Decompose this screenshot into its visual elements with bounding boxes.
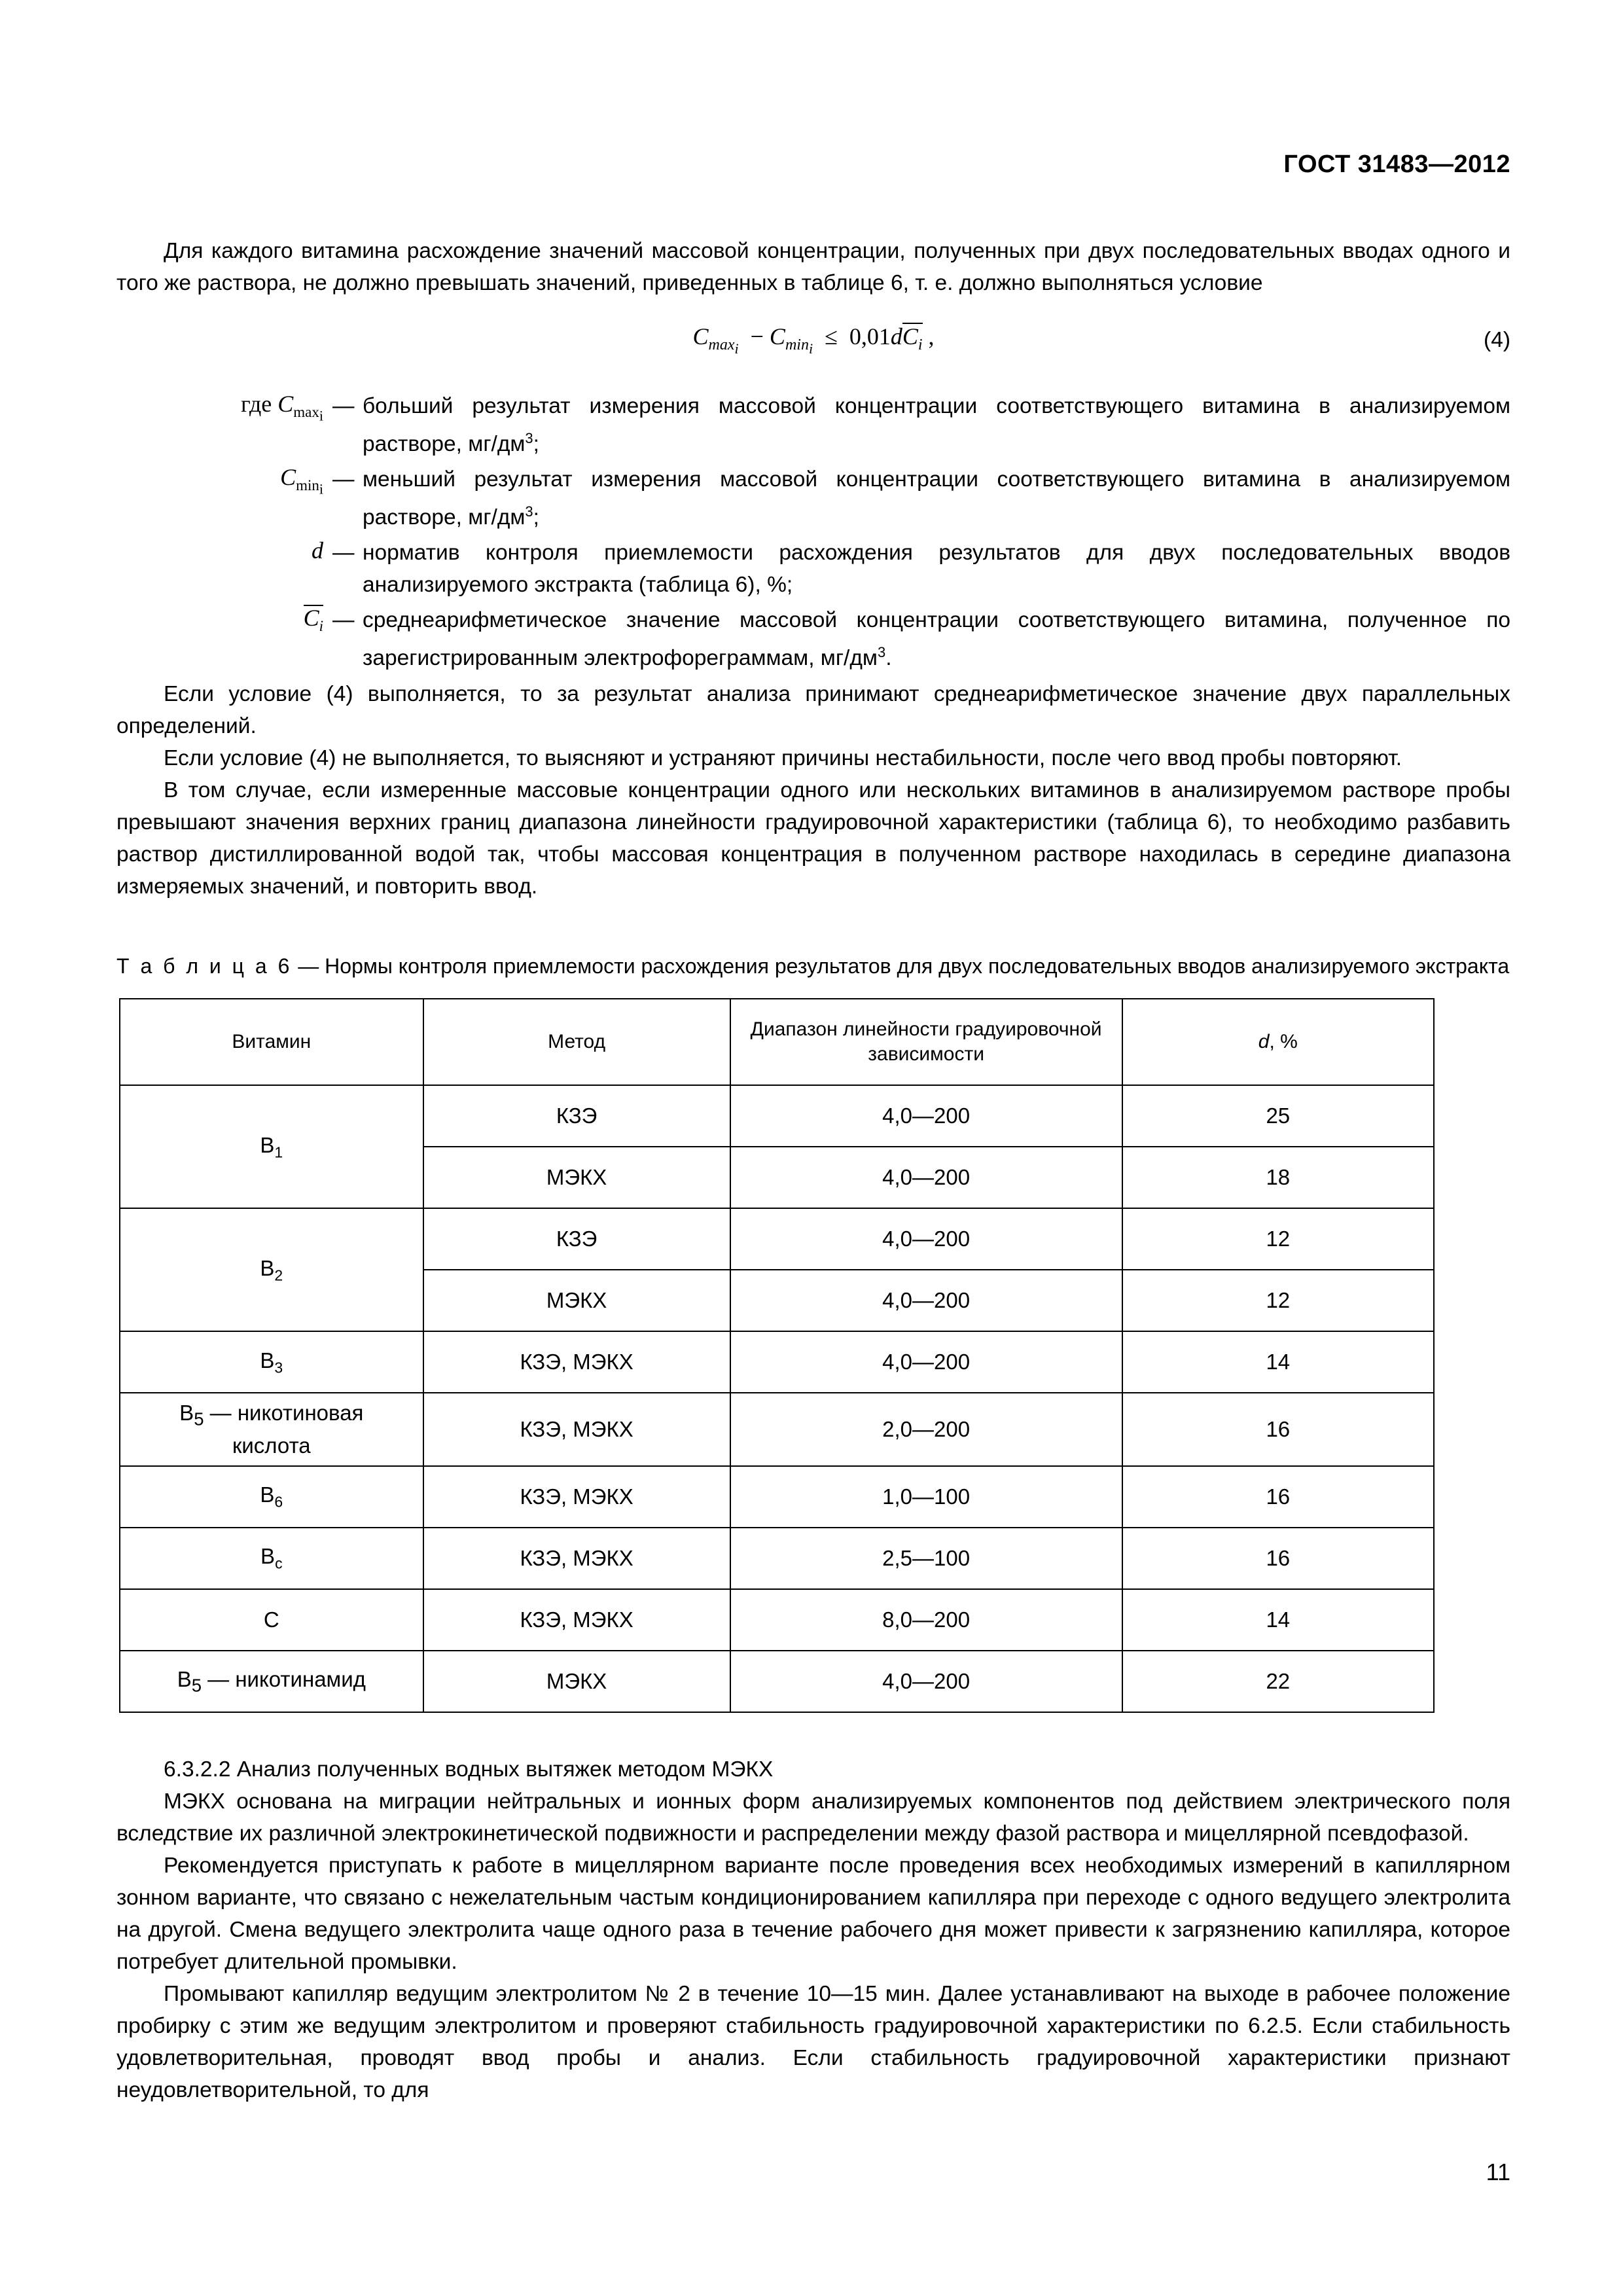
formula-number: (4) bbox=[1484, 328, 1510, 352]
header-linearity-range: Диапазон линейности градуировочной зависимости bbox=[730, 999, 1122, 1085]
cell-d: 16 bbox=[1122, 1466, 1434, 1528]
paragraph-condition-met: Если условие (4) выполняется, то за результат анализа принимают среднеарифметическое значение двух параллельных определений. bbox=[116, 682, 1510, 739]
paragraph-mekh-basis: МЭКХ основана на миграции нейтральных и ионных форм анализируемых компонентов под действием электрического поля вследствие их различной электрокинетической подвижности и распределении между фазой раствора и мицеллярной псевдофазой. bbox=[116, 1789, 1510, 1846]
table-caption-text: — Нормы контроля приемлемости расхождения результатов для двух последовательных вводов анализируемого экстракта bbox=[292, 954, 1510, 978]
definition-row bbox=[116, 602, 1510, 674]
paragraph-mekh-recommend: Рекомендуется приступать к работе в мицеллярном варианте после проведения всех необходимых измерений в капиллярном зонном варианте, что связано с нежелательным частым кондиционированием капилляра при переходе с одного ведущего электролита на другой. Смена ведущего электролита чаще одного раза в течение рабочего дня может привести к загрязнению капилляра, которое потребует длительной промывки. bbox=[116, 1854, 1510, 1975]
cell-vitamin: $В_3$ bbox=[120, 1331, 423, 1393]
page-number: 11 bbox=[1486, 2159, 1510, 2185]
cell-range: 4,0—200 bbox=[730, 1651, 1122, 1712]
definition-row bbox=[116, 461, 1510, 533]
definition-dash: — bbox=[332, 467, 355, 492]
cell-method: МЭКХ bbox=[423, 1651, 730, 1712]
table-row bbox=[120, 1651, 1434, 1712]
definition-symbol: d bbox=[312, 537, 323, 564]
cell-vitamin: $В_6$ bbox=[120, 1466, 423, 1528]
cell-method: КЗЭ, МЭКХ bbox=[423, 1528, 730, 1589]
table-6 bbox=[119, 998, 1435, 1713]
cell-range: 4,0—200 bbox=[730, 1085, 1122, 1147]
table-row bbox=[120, 1466, 1434, 1528]
cell-range: 2,0—200 bbox=[730, 1393, 1122, 1466]
cell-vitamin: С bbox=[120, 1589, 423, 1651]
cell-vitamin: $В_5$ — никотинамид bbox=[120, 1651, 423, 1712]
cell-d: 14 bbox=[1122, 1331, 1434, 1393]
header-method: Метод bbox=[423, 999, 730, 1085]
table-row bbox=[120, 1393, 1434, 1466]
header-vitamin: Витамин bbox=[120, 999, 423, 1085]
cell-range: 4,0—200 bbox=[730, 1147, 1122, 1208]
cell-method: КЗЭ, МЭКХ bbox=[423, 1331, 730, 1393]
cell-d: 22 bbox=[1122, 1651, 1434, 1712]
paragraph-dilution: В том случае, если измеренные массовые концентрации одного или нескольких витаминов в анализируемом растворе пробы превышают значения верхних границ диапазона линейности градуировочной характеристики (таблица 6), то необходимо разбавить раствор дистиллированной водой так, чтобы массовая концентрация в полученном растворе находилась в середине диапазона измеряемых значений, и повторить ввод. bbox=[116, 778, 1510, 899]
table-row bbox=[120, 1208, 1434, 1270]
cell-d: 25 bbox=[1122, 1085, 1434, 1147]
definition-row bbox=[116, 535, 1510, 601]
standard-header: ГОСТ 31483—2012 bbox=[1283, 151, 1510, 178]
table-header-row bbox=[120, 999, 1434, 1085]
cell-method: МЭКХ bbox=[423, 1147, 730, 1208]
cell-d: 18 bbox=[1122, 1147, 1434, 1208]
cell-d: 16 bbox=[1122, 1528, 1434, 1589]
cell-range: 1,0—100 bbox=[730, 1466, 1122, 1528]
definition-symbol: $C_{min_i}$ bbox=[280, 464, 323, 497]
header-d-percent: d, % bbox=[1122, 999, 1434, 1085]
intro-paragraph: Для каждого витамина расхождение значений массовой концентрации, полученных при двух последовательных вводах одного и того же раствора, не должно превышать значений, приведенных в таблице 6, т. е. должно выполняться условие bbox=[116, 239, 1510, 295]
table-row bbox=[120, 1589, 1434, 1651]
table-row bbox=[120, 1528, 1434, 1589]
definition-text: меньший результат измерения массовой концентрации соответствующего витамина в анализируемом растворе, $мг/дм^3$; bbox=[363, 467, 1510, 530]
definition-dash: — bbox=[332, 608, 355, 633]
cell-method: КЗЭ, МЭКХ bbox=[423, 1589, 730, 1651]
definition-symbol: где $C_{max_i}$ bbox=[240, 391, 323, 424]
cell-range: 4,0—200 bbox=[730, 1208, 1122, 1270]
cell-d: 12 bbox=[1122, 1208, 1434, 1270]
cell-range: 4,0—200 bbox=[730, 1331, 1122, 1393]
cell-range: 2,5—100 bbox=[730, 1528, 1122, 1589]
cell-method: КЗЭ bbox=[423, 1085, 730, 1147]
definition-row bbox=[116, 388, 1510, 460]
definition-symbol: $C_i$ bbox=[303, 605, 323, 635]
page-content bbox=[116, 151, 1510, 2106]
cell-vitamin: $В_5$ — никотиновая кислота bbox=[120, 1393, 423, 1466]
cell-method: КЗЭ bbox=[423, 1208, 730, 1270]
table-row bbox=[120, 1085, 1434, 1147]
cell-vitamin: $В_1$ bbox=[120, 1085, 423, 1208]
cell-method: КЗЭ, МЭКХ bbox=[423, 1466, 730, 1528]
cell-d: 12 bbox=[1122, 1270, 1434, 1331]
formula-block bbox=[116, 323, 1510, 368]
cell-method: КЗЭ, МЭКХ bbox=[423, 1393, 730, 1466]
definition-dash: — bbox=[332, 541, 355, 565]
cell-vitamin: $В_2$ bbox=[120, 1208, 423, 1331]
formula-4: $C_{max_i} - C_{min_i} \le 0,01dC_i$ , bbox=[692, 323, 935, 357]
section-heading-6-3-2-2: 6.3.2.2 Анализ полученных водных вытяжек методом МЭКХ bbox=[164, 1757, 774, 1782]
cell-d: 16 bbox=[1122, 1393, 1434, 1466]
paragraph-condition-not-met: Если условие (4) не выполняется, то выясняют и устраняют причины нестабильности, после чего ввод пробы повторяют. bbox=[164, 746, 1402, 771]
definition-text: норматив контроля приемлемости расхождения результатов для двух последовательных вводов анализируемого экстракта (таблица 6), %; bbox=[363, 541, 1510, 598]
definition-text: больший результат измерения массовой концентрации соответствующего витамина в анализируемом растворе, $мг/дм^3$; bbox=[363, 394, 1510, 457]
cell-method: МЭКХ bbox=[423, 1270, 730, 1331]
cell-range: 8,0—200 bbox=[730, 1589, 1122, 1651]
definition-dash: — bbox=[332, 394, 355, 418]
cell-range: 4,0—200 bbox=[730, 1270, 1122, 1331]
cell-vitamin: $В_с$ bbox=[120, 1528, 423, 1589]
definition-text: среднеарифметическое значение массовой концентрации соответствующего витамина, полученное по зарегистрированным электрофореграммам, $мг/дм^3$. bbox=[363, 608, 1510, 671]
definitions-list bbox=[116, 388, 1510, 674]
paragraph-mekh-flush: Промывают капилляр ведущим электролитом № 2 в течение 10—15 мин. Далее устанавливают на выходе в рабочее положение пробирку с этим же ведущим электролитом и проверяют стабильность градуировочной характеристики по 6.2.5. Если стабильность удовлетворительная, проводят ввод пробы и анализ. Если стабильность градуировочной характеристики признают неудовлетворительной, то для bbox=[116, 1982, 1510, 2103]
table-row bbox=[120, 1331, 1434, 1393]
table-caption-label: Т а б л и ц а 6 bbox=[116, 954, 293, 978]
table-6-caption bbox=[116, 951, 1510, 981]
cell-d: 14 bbox=[1122, 1589, 1434, 1651]
